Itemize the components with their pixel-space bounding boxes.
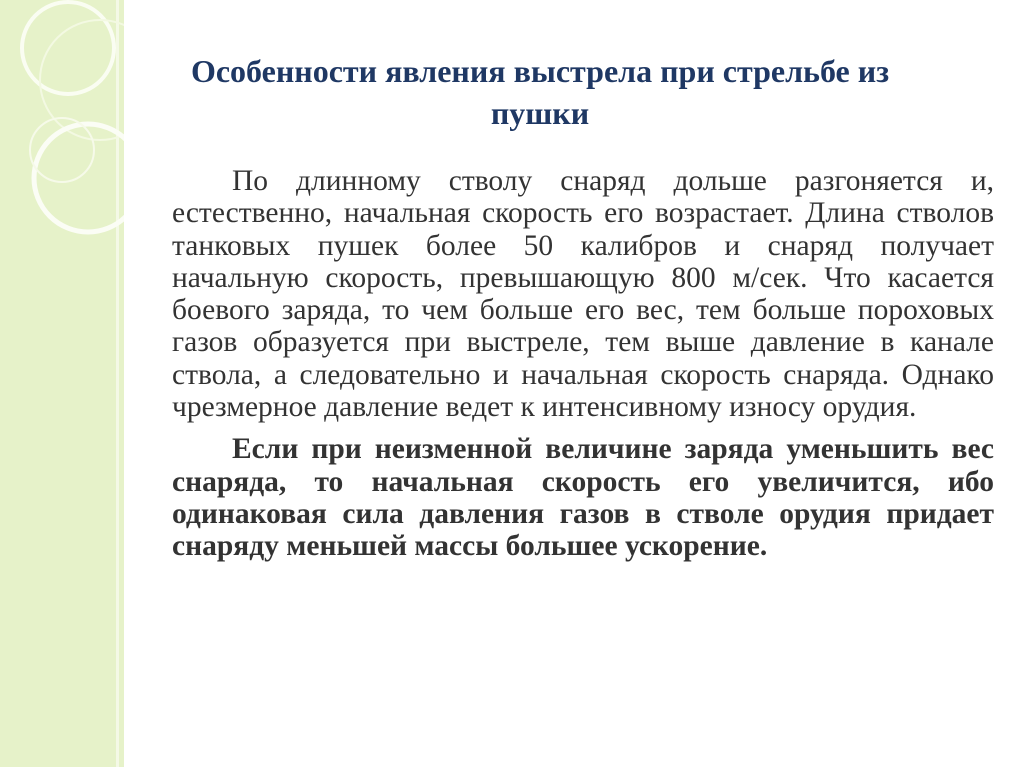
paragraph-1: По длинному стволу снаряд дольше разгоняется и, естественно, начальная скорость его возрастает. Длина стволов танковых пушек более 50 калибров и снаряд получает начальную скорость, превышающую 800 м/сек. Что касается боевого заряда, то чем больше его вес, тем больше пороховых газов образуется при выстреле, тем выше давление в канале ствола, а следовательно и начальная скорость снаряда. Однако чрезмерное давление ведет к интенсивному износу орудия. <box>172 165 994 424</box>
decorative-rings <box>0 0 124 767</box>
slide-title: Особенности явления выстрела при стрельбе из пушки <box>190 53 890 131</box>
paragraph-2-bold: Если при неизменной величине заряда уменьшить вес снаряда, то начальная скорость его увеличится, ибо одинаковая сила давления газов в стволе орудия придает снаряду меньшей массы большее ускорение. <box>172 433 994 563</box>
body-text <box>172 165 994 563</box>
